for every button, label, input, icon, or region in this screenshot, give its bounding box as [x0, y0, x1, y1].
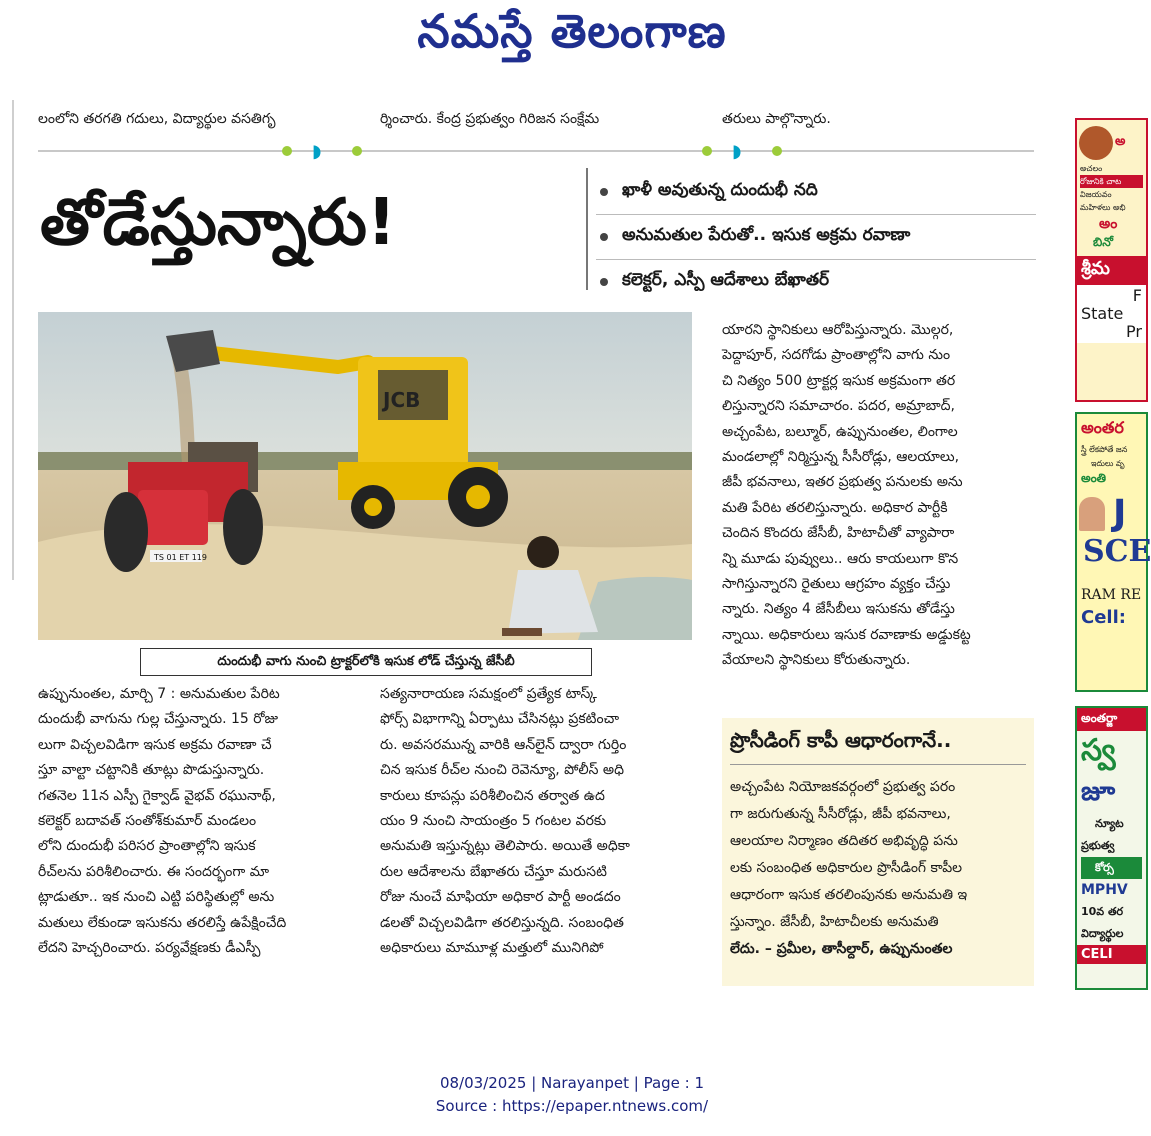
ad-text: కోర్స	[1081, 857, 1142, 879]
ad-portrait-icon	[1079, 126, 1113, 160]
separator-dot	[702, 146, 712, 156]
article-line: న్నారు. నిత్యం 4 జేసీబీలు ఇసుకను తోడేస్తు	[722, 601, 955, 618]
boxout-line: లకు సంబంధిత అధికారుల ప్రొసీడింగ్ కాపీల	[730, 860, 963, 876]
separator-dot	[772, 146, 782, 156]
ad-phone: CELI	[1077, 945, 1146, 964]
ad-big-text: J	[1113, 493, 1127, 534]
ad-text: న్యూట	[1095, 817, 1124, 830]
ad-text: Pr	[1126, 322, 1142, 341]
ad-text: F	[1132, 286, 1142, 305]
article-line: లోని దుందుభీ పరిసర ప్రాంతాల్లోని ఇసుక	[38, 838, 256, 855]
article-line: సాగిస్తున్నారని రైతులు ఆగ్రహం వ్యక్తం చేస్తు	[722, 575, 951, 592]
ad-header: అంతర	[1081, 418, 1124, 437]
article-line: అచ్చంపేట, బల్మూర్, ఉప్పునుంతల, లింగాల	[722, 423, 958, 440]
ad-text: అం	[1099, 216, 1118, 232]
article-line: సత్యనారాయణ సమక్షంలో ప్రత్యేక టాస్క్	[380, 686, 597, 702]
top-strip-col1: లంలోని తరగతి గదులు, విద్యార్థుల వసతిగృ	[38, 111, 276, 127]
article-line: ఫోర్స్ విభాగాన్ని ఏర్పాటు చేసినట్లు ప్రకటించా	[380, 711, 620, 728]
ad-text: MPHV	[1081, 882, 1128, 898]
article-line: రీచ్‌లను పరిశీలించారు. ఈ సందర్భంగా మా	[38, 863, 270, 880]
article-line: రోజు నుంచే మాఫియా అధికార పార్టీ అండదం	[380, 889, 621, 906]
article-line: న్నాయి. అధికారులు ఇసుక రవాణాకు అడ్డుకట్ట	[722, 626, 971, 643]
article-column-1	[38, 682, 358, 961]
ad-text: అచలం	[1080, 164, 1103, 173]
ad-text: RAM RE	[1081, 587, 1142, 603]
article-headline: తోడేస్తున్నారు!	[40, 186, 397, 260]
boxout-line: అచ్చంపేట నియోజకవర్గంలో ప్రభుత్వ పరం	[730, 779, 956, 795]
article-line: అధికారులు మామూళ్ల మత్తులో మునిగిపో	[380, 939, 604, 956]
article-line: లేదని హెచ్చరించారు. పర్యవేక్షణకు డీఎస్పీ	[38, 939, 261, 956]
ad-text: బినో	[1093, 235, 1114, 249]
ad-text: అంతి	[1081, 471, 1107, 485]
article-line: ఉప్పునుంతల, మార్చి 7 : అనుమతుల పేరిట	[38, 686, 280, 702]
ad-big-text: SCE	[1083, 534, 1151, 569]
article-line: కారులు కూపన్లు పరిశీలించిన తర్వాత ఉద	[380, 787, 605, 804]
ad-text: అ	[1115, 134, 1126, 149]
advertisement-2	[1075, 412, 1151, 692]
article-line: లుగా విచ్చలవిడిగా ఇసుక అక్రమ రవాణా చే	[38, 736, 272, 753]
article-line: మండలాల్లో నిర్మిస్తున్న సీసీరోడ్లు, ఆలయాలు,	[722, 448, 960, 465]
photo-caption: దుందుభీ వాగు నుంచి ట్రాక్టర్‌లోకి ఇసుక లోడ్ చేస్తున్న జేసీబీ	[140, 648, 592, 676]
boxout-line: స్తున్నాం. జేసీబీ, హిటాచీలకు అనుమతి	[730, 914, 939, 930]
ad-big-text: జూ	[1081, 777, 1116, 807]
article-line: పెద్దాపూర్, సదగోడు ప్రాంతాల్లోని వాగు నుం	[722, 347, 951, 364]
bullet-item	[596, 260, 1036, 304]
article-line: గతనెల 11న ఎస్పీ గైక్వాడ్ వైభవ్ రఘునాథ్,	[38, 787, 276, 804]
article-line: దుందుభీ వాగును గుల్ల చేస్తున్నారు. 15 రోజు	[38, 711, 279, 728]
bullet-text: ఖాళీ అవుతున్న దుందుభీ నది	[622, 180, 818, 200]
boxout-attribution: లేదు. – ప్రమీల, తాసీల్దార్, ఉప్పునుంతల	[730, 941, 953, 957]
plate-label: TS 01 ET 119	[154, 553, 207, 562]
article-column-3	[722, 318, 1036, 673]
boxout-line: గా జరుగుతున్న సీసీరోడ్లు, జీపీ భవనాలు,	[730, 806, 951, 822]
boxout-title: ప్రొసీడింగ్ కాపీ ఆధారంగానే..	[730, 728, 952, 752]
article-line: ట్లాడుతూ.. ఇక నుంచి ఎట్టి పరిస్థితుల్లో అను	[38, 889, 275, 906]
headline-divider	[586, 168, 588, 290]
article-line: డలతో విచ్చలవిడిగా తరలిస్తున్నది. సంబంధిత	[380, 914, 624, 931]
ad-text: ఇదులు వృ	[1091, 459, 1125, 468]
advertisement-3	[1075, 706, 1148, 990]
article-line: చి నిత్యం 500 ట్రాక్టర్ల ఇసుక అక్రమంగా తర	[722, 372, 956, 389]
footer-source-link[interactable]: Source : https://epaper.ntnews.com/	[435, 1097, 709, 1115]
left-margin-rule	[12, 100, 14, 580]
bullet-text: అనుమతుల పేరుతో.. ఇసుక అక్రమ రవాణా	[622, 225, 911, 245]
article-line: చిన ఇసుక రీచ్‌ల నుంచి రెవెన్యూ, పోలీస్ అధి	[380, 762, 624, 779]
ad-big-text: స్వ	[1081, 733, 1116, 768]
ad-text: రోజునికి చాట	[1080, 175, 1143, 188]
article-line: జీపీ భవనాలు, ఇతర ప్రభుత్వ పనులకు అను	[722, 474, 963, 491]
subheadline-bullets	[596, 170, 1036, 304]
boxout-body	[730, 774, 1030, 963]
article-line: కలెక్టర్ బదావత్ సంతోశ్‌కుమార్ మండలం	[38, 812, 257, 829]
article-line: యారని స్థానికులు ఆరోపిస్తున్నారు. మొల్గర,	[722, 322, 954, 338]
bullet-item	[596, 170, 1036, 215]
article-line: యం 9 నుంచి సాయంత్రం 5 గంటల వరకు	[380, 812, 607, 829]
ad-text: విజయవం	[1080, 190, 1112, 199]
bullet-dot-icon	[600, 233, 608, 241]
ad-banner: శ్రీమ	[1077, 256, 1146, 285]
article-line: అనుమతి ఇస్తున్నట్లు తెలిపారు. అయితే అధికా	[380, 838, 630, 855]
advertisement-1	[1075, 118, 1148, 402]
article-line: న్ని మూడు పువ్వులు.. ఆరు కాయలుగా కొన	[722, 550, 959, 567]
ad-text: స్త్రీ లేకపోతే జన	[1081, 445, 1128, 454]
article-line: మతులు లేకుండా ఇసుకను తరలిస్తే ఉపేక్షించేది	[38, 914, 287, 931]
article-line: రు. అవసరమున్న వారికి ఆన్‌లైన్ ద్వారా గుర్తిం	[380, 736, 627, 753]
footer-date-edition: 08/03/2025 | Narayanpet | Page : 1	[439, 1074, 705, 1092]
ad-phone: Cell:	[1081, 607, 1126, 628]
separator-dot	[352, 146, 362, 156]
top-strip-col2: ర్శించారు. కేంద్ర ప్రభుత్వం గిరిజన సంక్షేమ	[380, 111, 600, 127]
top-strip-col3: తరులు పాల్గొన్నారు.	[722, 111, 831, 127]
ad-header: అంతర్జా	[1077, 708, 1146, 731]
section-separator	[38, 150, 1034, 152]
boxout-line: ఆధారంగా ఇసుక తరలింపునకు అనుమతి ఇ	[730, 887, 968, 903]
bullet-item	[596, 215, 1036, 260]
separator-mark-icon: ◗	[732, 141, 742, 162]
bullet-dot-icon	[600, 278, 608, 286]
article-line: రుల ఆదేశాలను బేఖాతరు చేస్తూ మరుసటి	[380, 863, 607, 880]
ad-text: విద్యార్థుల	[1081, 927, 1124, 940]
boxout-divider	[730, 764, 1026, 765]
article-line: స్తూ వాల్టా చట్టానికి తూట్లు పొడుస్తున్నారు.	[38, 762, 265, 779]
separator-dot	[282, 146, 292, 156]
bullet-text: కలెక్టర్, ఎస్పీ ఆదేశాలు బేఖాతర్	[622, 270, 830, 290]
article-line: చెందిన కొందరు జేసీబీ, హిటాచీతో వ్యాపారా	[722, 525, 955, 542]
separator-mark-icon: ◗	[312, 141, 322, 162]
article-column-2	[380, 682, 700, 961]
ad-text: State	[1081, 304, 1124, 323]
article-line: మతి పేరిట తరలిస్తున్నారు. అధికార పార్టీకి	[722, 499, 948, 516]
article-line: లిస్తున్నారని సమాచారం. పదర, అమ్రాబాద్,	[722, 398, 955, 415]
bullet-dot-icon	[600, 188, 608, 196]
ad-text: మహిళలు అభి	[1080, 203, 1126, 212]
masthead-logo: నమస్తే తెలంగాణ	[417, 4, 727, 58]
jcb-label: JCB	[383, 388, 421, 412]
article-line: వేయాలని స్థానికులు కోరుతున్నారు.	[722, 652, 911, 669]
ad-text: ప్రభుత్వ	[1081, 839, 1115, 852]
ad-portrait-icon	[1079, 497, 1105, 531]
article-photo	[38, 312, 692, 640]
ad-text: 10వ తర	[1081, 905, 1124, 918]
boxout-line: ఆలయాల నిర్మాణం తదితర అభివృద్ధి పను	[730, 833, 958, 849]
